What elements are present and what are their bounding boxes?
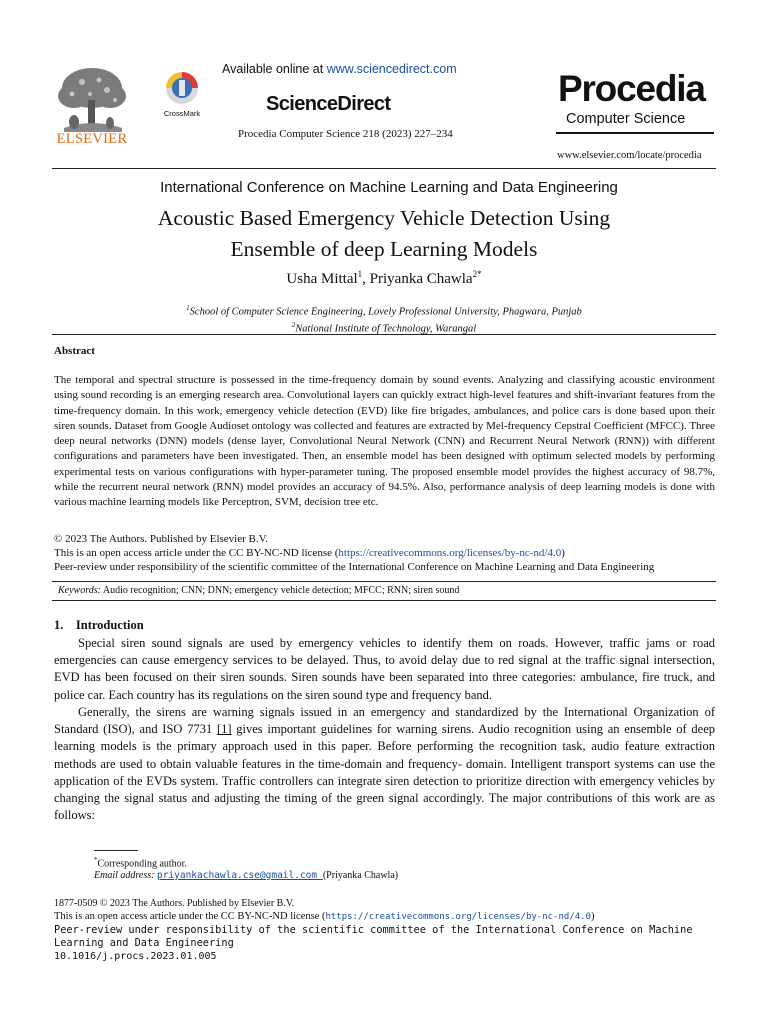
email-note: [94, 870, 398, 881]
affil-mark: 2: [291, 320, 296, 329]
peer-review-line: Peer-review under responsibility of the scientific committee of the International Conference on Machine Learning and Data Engineering: [54, 561, 655, 573]
footer-peer-review: Peer-review under responsibility of the scientific committee of the International Conference on Machine Learning and Data Engineering: [54, 924, 693, 949]
author-separator: ,: [362, 271, 370, 287]
keywords-divider-top: [52, 581, 716, 582]
footer-open-prefix: This is an open access article under the CC BY-NC-ND license (: [54, 911, 326, 922]
section-heading-introduction: 1. Introduction: [54, 618, 144, 632]
affiliation-2: [0, 319, 768, 336]
keywords-text: Audio recognition; CNN; DNN; emergency vehicle detection; MFCC; RNN; siren sound: [100, 585, 460, 596]
author-name: Usha Mittal: [286, 271, 358, 287]
procedia-subtitle: Computer Science: [566, 111, 686, 127]
copyright-line: © 2023 The Authors. Published by Elsevier B.V.: [54, 533, 268, 545]
crossmark-label: CrossMark: [163, 109, 201, 118]
affil-text: National Institute of Technology, Warangal: [295, 323, 477, 334]
footer-license-link[interactable]: https://creativecommons.org/licenses/by-nc-nd/4.0: [325, 912, 591, 922]
available-prefix: Available online at: [222, 62, 327, 76]
crossmark-badge[interactable]: [160, 70, 204, 118]
sciencedirect-link[interactable]: www.sciencedirect.com: [326, 62, 457, 76]
title-divider: [52, 334, 716, 335]
intro-p2-text-b: gives important guidelines for warning sirens. Audio recognition using an ensemble of deep learning models is the primary approach used in this paper. Before performing the recognition task, audio feature extraction methods are used to obtain valuable features in the time-domain and frequency- domain. Intelligent transport systems can use the application of the EVDs system. Traffic controllers can integrate siren detection to prioritize direction with emergency vehicles by changing the signal status and adjusting the timing of the green signal accordingly. The major contributions of this work are as follows:: [54, 722, 716, 823]
author-name: Priyanka Chawla: [369, 271, 473, 287]
doi-line: 10.1016/j.procs.2023.01.005: [54, 951, 217, 962]
footnote-mark: *: [94, 856, 98, 864]
keywords: [58, 585, 459, 596]
paper-title: [0, 203, 768, 265]
citation-link[interactable]: [1]: [216, 722, 232, 737]
open-access-suffix: ): [561, 547, 565, 559]
footnote-text: Corresponding author.: [97, 858, 187, 870]
journal-citation: Procedia Computer Science 218 (2023) 227–234: [238, 128, 453, 140]
author-affil-mark: 1: [357, 269, 363, 279]
footer-open-access: [54, 910, 724, 924]
sciencedirect-wordmark: ScienceDirect: [266, 93, 391, 115]
journal-homepage-link[interactable]: www.elsevier.com/locate/procedia: [557, 150, 702, 161]
footer-block: [54, 897, 724, 963]
procedia-logo: [556, 70, 714, 134]
open-access-line: [54, 546, 754, 560]
abstract-heading: Abstract: [54, 345, 95, 357]
keywords-label: Keywords:: [58, 585, 101, 596]
elsevier-wordmark: ELSEVIER: [56, 131, 128, 147]
footer-open-suffix: ): [590, 911, 595, 922]
affiliations: [0, 302, 768, 335]
crossmark-icon: [160, 70, 204, 106]
issn-line: 1877-0509 © 2023 The Authors. Published by Elsevier B.V.: [54, 898, 295, 909]
keywords-divider-bottom: [52, 600, 716, 601]
intro-p2-text-a: Generally, the sirens are warning signals issued in an emergency and standardized by the International Organization of Standard (ISO), and ISO 7731: [54, 705, 715, 737]
footnote-divider: [94, 850, 138, 851]
procedia-underline: [556, 132, 714, 134]
title-line-1: Acoustic Based Emergency Vehicle Detection Using: [157, 206, 611, 230]
conference-name: International Conference on Machine Learning and Data Engineering: [160, 179, 618, 196]
intro-paragraph-1: Special siren sound signals are used by emergency vehicles to identify them on roads. However, traffic jams or road emergencies can cause emergency services to be delayed. Thus, to avoid delay due to red signal at the traffic signal intersection, EVD has been focused on their siren sounds. Siren sounds have been separated into three categories: ambulance, fire truck, and police car. Each country has its regulations on the siren sound type and frequency band.: [54, 636, 715, 702]
title-line-2: Ensemble of deep Learning Models: [230, 237, 538, 261]
open-access-prefix: This is an open access article under the CC BY-NC-ND license (: [54, 547, 339, 559]
license-link[interactable]: https://creativecommons.org/licenses/by-nc-nd/4.0: [338, 547, 562, 559]
header-divider: [52, 168, 716, 169]
affil-mark: 1: [186, 304, 190, 312]
author-list: [0, 269, 768, 288]
author-affil-mark: 2*: [472, 269, 482, 279]
email-link[interactable]: priyankachawla.cse@gmail.com: [156, 870, 323, 881]
corresponding-author-note: [94, 856, 187, 869]
procedia-wordmark: Procedia: [558, 68, 705, 109]
email-label: Email address:: [94, 870, 155, 881]
license-block: [54, 532, 754, 574]
affil-text: School of Computer Science Engineering, Lovely Professional University, Phagwara, Punjab: [189, 306, 582, 318]
affiliation-1: [0, 302, 768, 319]
email-owner: (Priyanka Chawla): [322, 870, 399, 881]
available-online: [222, 62, 457, 76]
abstract-body: The temporal and spectral structure is possessed in the time-frequency domain by sound events. Analyzing and classifying acoustic environment using sound recording is an emerging research area. Convolutional layers can quickly extract high-level features and shift-invariant features from the time-frequency domain. In this work, emergency vehicle detection (EVD) like fire brigades, ambulances, and police cars is done based upon their siren sounds. Dataset from Google Audioset ontology was collected and features are extracted by Mel-frequency Cepstral Coefficient (MFCC). Three deep neural networks (DNN) models (dense layer, Convolutional Neural Network (CNN) and Recurrent Neural Network (RNN)) with different configurations and parameters have been investigated. Then, an ensemble model has been designed with optimum selected models by performing experimental tests on various configurations with hyper-parameter tuning. The proposed ensemble model provides the highest accuracy of 98.7%, while the recurrent neural network (RNN) model provides an accuracy of 94.5%. Also, performance analysis of deep learning models is done with various machine learning models like Perceptron, SVM, decision tree etc.: [54, 374, 715, 509]
intro-paragraph-2: [54, 704, 715, 824]
